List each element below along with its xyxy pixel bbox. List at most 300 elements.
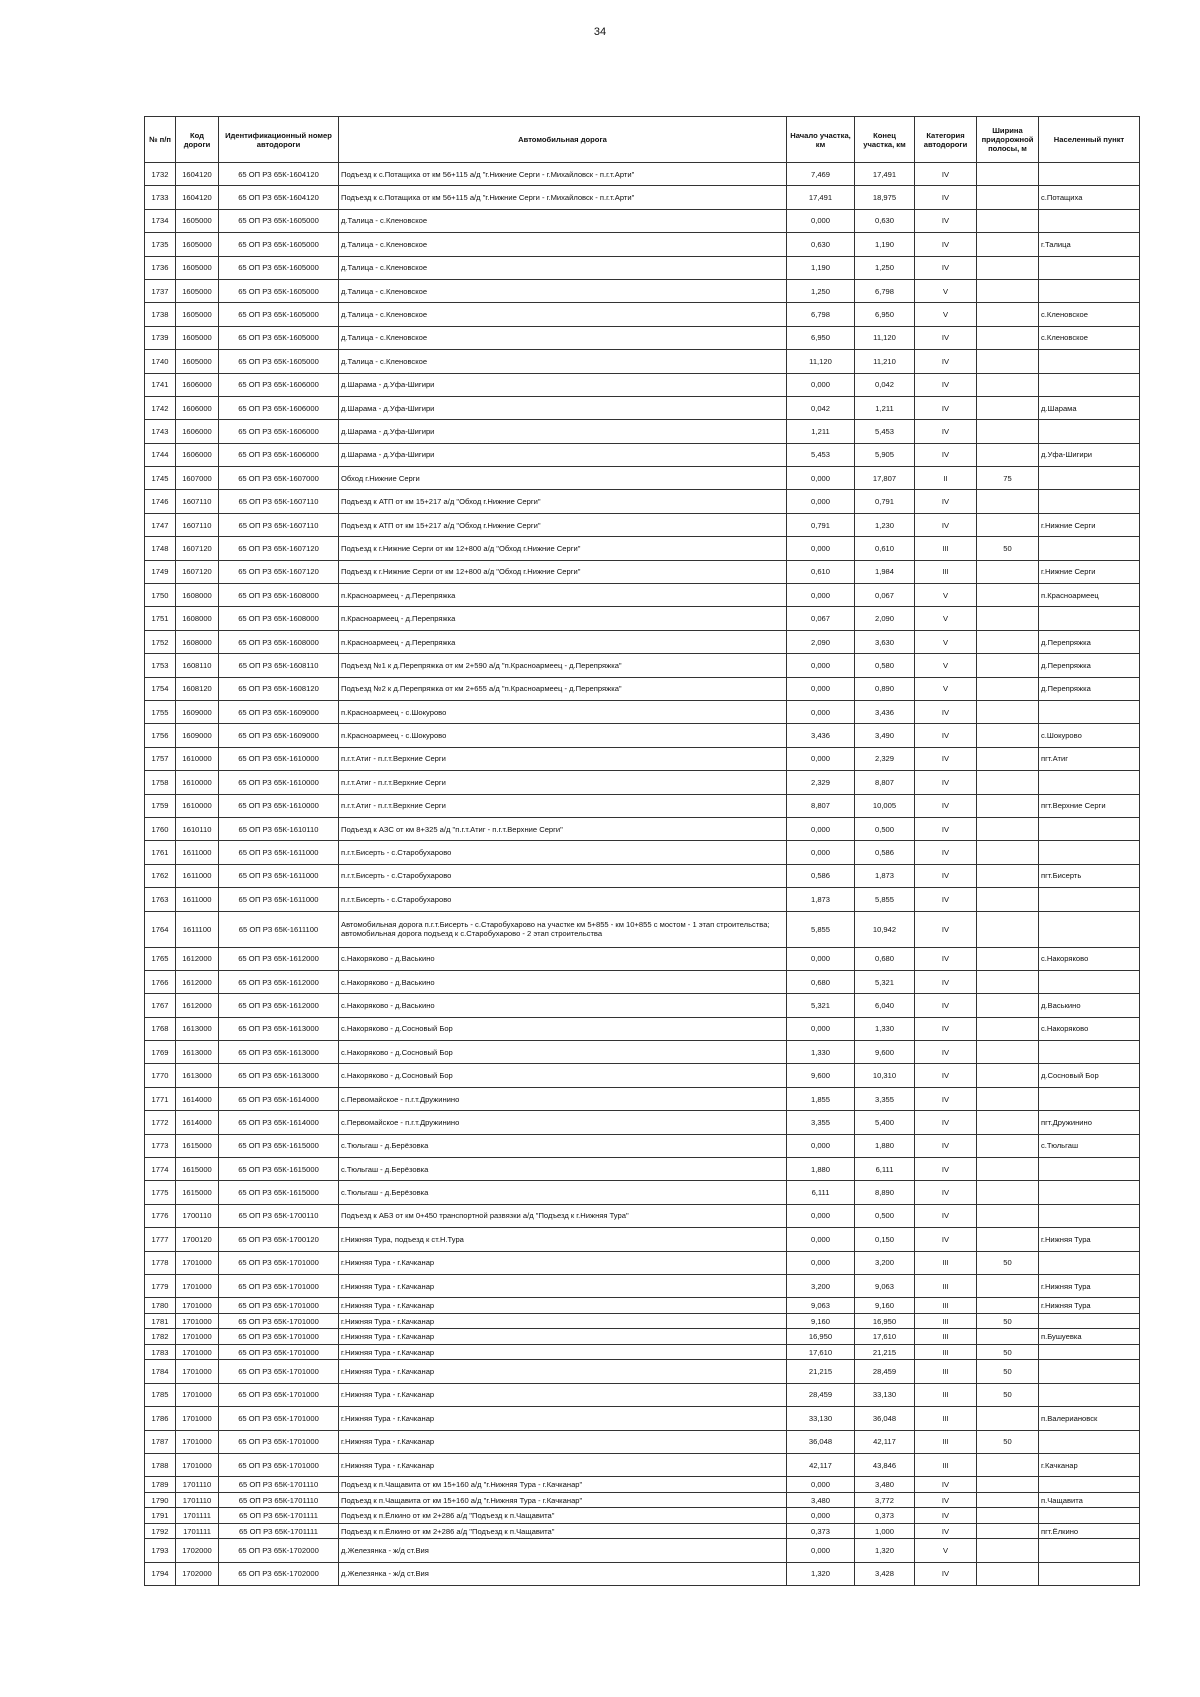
- cell-number: 1791: [145, 1508, 176, 1524]
- cell-category: IV: [915, 1477, 977, 1493]
- cell-road-code: 1610000: [176, 747, 219, 770]
- cell-road-name: г.Нижняя Тура - г.Качканар: [339, 1383, 787, 1406]
- cell-category: IV: [915, 700, 977, 723]
- cell-road-code: 1605000: [176, 256, 219, 279]
- cell-end-km: 17,491: [855, 163, 915, 186]
- cell-road-id: 65 ОП РЗ 65К-1612000: [219, 994, 339, 1017]
- cell-end-km: 6,111: [855, 1158, 915, 1181]
- cell-number: 1772: [145, 1111, 176, 1134]
- cell-number: 1743: [145, 420, 176, 443]
- cell-settlement: с.Накоряково: [1039, 1017, 1140, 1040]
- cell-road-id: 65 ОП РЗ 65К-1611000: [219, 864, 339, 887]
- cell-start-km: 0,000: [787, 209, 855, 232]
- cell-roadside-width: [977, 1453, 1039, 1476]
- cell-category: IV: [915, 163, 977, 186]
- cell-road-name: п.Красноармеец - с.Шокурово: [339, 700, 787, 723]
- cell-road-name: д.Шарама - д.Уфа-Шигири: [339, 373, 787, 396]
- table-row: [145, 947, 1140, 970]
- cell-road-id: 65 ОП РЗ 65К-1702000: [219, 1562, 339, 1585]
- header-end-km: Конец участка, км: [855, 117, 915, 163]
- cell-settlement: с.Шокурово: [1039, 724, 1140, 747]
- cell-category: V: [915, 607, 977, 630]
- cell-end-km: 42,117: [855, 1430, 915, 1453]
- cell-start-km: 0,000: [787, 841, 855, 864]
- table-row: [145, 817, 1140, 840]
- table-row: [145, 1539, 1140, 1562]
- cell-road-id: 65 ОП РЗ 65К-1605000: [219, 279, 339, 302]
- cell-roadside-width: 50: [977, 1430, 1039, 1453]
- cell-category: IV: [915, 771, 977, 794]
- cell-number: 1769: [145, 1041, 176, 1064]
- table-row: [145, 467, 1140, 490]
- header-road-id: Идентификационный номер автодороги: [219, 117, 339, 163]
- cell-settlement: [1039, 1204, 1140, 1227]
- cell-settlement: [1039, 1181, 1140, 1204]
- cell-road-code: 1701111: [176, 1508, 219, 1524]
- cell-category: III: [915, 1251, 977, 1274]
- table-row: [145, 209, 1140, 232]
- cell-category: IV: [915, 1158, 977, 1181]
- cell-number: 1777: [145, 1228, 176, 1251]
- cell-end-km: 3,772: [855, 1492, 915, 1508]
- table-row: [145, 1313, 1140, 1329]
- cell-roadside-width: [977, 490, 1039, 513]
- roads-table-container: [144, 116, 1139, 1586]
- cell-road-code: 1701000: [176, 1313, 219, 1329]
- cell-start-km: 3,436: [787, 724, 855, 747]
- table-row: [145, 1134, 1140, 1157]
- cell-road-name: д.Шарама - д.Уфа-Шигири: [339, 396, 787, 419]
- cell-category: V: [915, 677, 977, 700]
- cell-roadside-width: [977, 864, 1039, 887]
- cell-roadside-width: [977, 233, 1039, 256]
- cell-road-name: г.Нижняя Тура, подъезд к ст.Н.Тура: [339, 1228, 787, 1251]
- cell-start-km: 0,000: [787, 817, 855, 840]
- cell-road-id: 65 ОП РЗ 65К-1614000: [219, 1087, 339, 1110]
- cell-end-km: 3,200: [855, 1251, 915, 1274]
- cell-category: IV: [915, 1064, 977, 1087]
- cell-road-id: 65 ОП РЗ 65К-1608120: [219, 677, 339, 700]
- table-row: [145, 1407, 1140, 1430]
- table-row: [145, 186, 1140, 209]
- cell-number: 1736: [145, 256, 176, 279]
- cell-start-km: 9,600: [787, 1064, 855, 1087]
- cell-end-km: 11,120: [855, 326, 915, 349]
- cell-number: 1758: [145, 771, 176, 794]
- cell-settlement: [1039, 1539, 1140, 1562]
- cell-road-name: г.Нижняя Тура - г.Качканар: [339, 1274, 787, 1297]
- cell-start-km: 6,798: [787, 303, 855, 326]
- cell-settlement: г.Нижние Серги: [1039, 513, 1140, 536]
- cell-number: 1780: [145, 1298, 176, 1314]
- cell-roadside-width: [977, 1523, 1039, 1539]
- cell-roadside-width: 50: [977, 1344, 1039, 1360]
- cell-category: III: [915, 1453, 977, 1476]
- table-row: [145, 443, 1140, 466]
- cell-category: IV: [915, 326, 977, 349]
- table-row: [145, 303, 1140, 326]
- header-start-km: Начало участка, км: [787, 117, 855, 163]
- cell-start-km: 42,117: [787, 1453, 855, 1476]
- cell-road-name: Подъезд №1 к д.Перепряжка от км 2+590 а/д "п.Красноармеец - д.Перепряжка": [339, 654, 787, 677]
- cell-end-km: 0,580: [855, 654, 915, 677]
- cell-roadside-width: [977, 1041, 1039, 1064]
- cell-end-km: 9,600: [855, 1041, 915, 1064]
- table-row: [145, 1041, 1140, 1064]
- cell-number: 1754: [145, 677, 176, 700]
- cell-road-name: п.Красноармеец - д.Перепряжка: [339, 584, 787, 607]
- cell-start-km: 2,329: [787, 771, 855, 794]
- cell-category: IV: [915, 186, 977, 209]
- header-road-code: Код дороги: [176, 117, 219, 163]
- cell-start-km: 0,000: [787, 467, 855, 490]
- cell-roadside-width: [977, 1407, 1039, 1430]
- cell-road-code: 1605000: [176, 233, 219, 256]
- cell-roadside-width: [977, 1298, 1039, 1314]
- cell-road-code: 1605000: [176, 279, 219, 302]
- cell-road-id: 65 ОП РЗ 65К-1701000: [219, 1383, 339, 1406]
- cell-number: 1779: [145, 1274, 176, 1297]
- header-category: Категория автодороги: [915, 117, 977, 163]
- cell-settlement: [1039, 771, 1140, 794]
- cell-roadside-width: [977, 560, 1039, 583]
- cell-road-name: п.Красноармеец - д.Перепряжка: [339, 607, 787, 630]
- cell-start-km: 3,200: [787, 1274, 855, 1297]
- cell-roadside-width: 50: [977, 537, 1039, 560]
- cell-roadside-width: 50: [977, 1313, 1039, 1329]
- cell-road-code: 1613000: [176, 1041, 219, 1064]
- cell-road-id: 65 ОП РЗ 65К-1701000: [219, 1344, 339, 1360]
- cell-settlement: д.Перепряжка: [1039, 654, 1140, 677]
- cell-road-id: 65 ОП РЗ 65К-1701000: [219, 1453, 339, 1476]
- cell-road-code: 1604120: [176, 186, 219, 209]
- cell-category: IV: [915, 1492, 977, 1508]
- cell-road-id: 65 ОП РЗ 65К-1607120: [219, 560, 339, 583]
- cell-end-km: 1,250: [855, 256, 915, 279]
- cell-end-km: 5,321: [855, 970, 915, 993]
- cell-end-km: 0,067: [855, 584, 915, 607]
- cell-road-name: г.Нижняя Тура - г.Качканар: [339, 1453, 787, 1476]
- cell-category: IV: [915, 1181, 977, 1204]
- cell-road-id: 65 ОП РЗ 65К-1610000: [219, 794, 339, 817]
- cell-roadside-width: [977, 1017, 1039, 1040]
- cell-end-km: 0,042: [855, 373, 915, 396]
- cell-roadside-width: [977, 279, 1039, 302]
- cell-category: IV: [915, 1508, 977, 1524]
- cell-road-code: 1700120: [176, 1228, 219, 1251]
- cell-road-code: 1608000: [176, 630, 219, 653]
- cell-category: IV: [915, 817, 977, 840]
- table-row: [145, 1508, 1140, 1524]
- cell-road-id: 65 ОП РЗ 65К-1615000: [219, 1158, 339, 1181]
- cell-settlement: п.Валериановск: [1039, 1407, 1140, 1430]
- cell-road-name: п.г.т.Атиг - п.г.т.Верхние Серги: [339, 794, 787, 817]
- table-row: [145, 1344, 1140, 1360]
- table-row: [145, 1298, 1140, 1314]
- cell-number: 1748: [145, 537, 176, 560]
- cell-end-km: 6,950: [855, 303, 915, 326]
- cell-category: IV: [915, 888, 977, 911]
- cell-start-km: 8,807: [787, 794, 855, 817]
- cell-road-id: 65 ОП РЗ 65К-1605000: [219, 350, 339, 373]
- table-row: [145, 747, 1140, 770]
- cell-road-id: 65 ОП РЗ 65К-1702000: [219, 1539, 339, 1562]
- cell-end-km: 0,630: [855, 209, 915, 232]
- table-row: [145, 911, 1140, 947]
- cell-start-km: 0,000: [787, 1204, 855, 1227]
- cell-settlement: [1039, 209, 1140, 232]
- cell-roadside-width: [977, 396, 1039, 419]
- cell-road-name: Подъезд к с.Потащиха от км 56+115 а/д "г.Нижние Серги - г.Михайловск - п.г.т.Арти": [339, 186, 787, 209]
- cell-end-km: 0,500: [855, 817, 915, 840]
- cell-road-id: 65 ОП РЗ 65К-1701110: [219, 1477, 339, 1493]
- cell-roadside-width: [977, 1329, 1039, 1345]
- cell-road-id: 65 ОП РЗ 65К-1606000: [219, 420, 339, 443]
- cell-start-km: 0,373: [787, 1523, 855, 1539]
- cell-number: 1762: [145, 864, 176, 887]
- cell-start-km: 0,680: [787, 970, 855, 993]
- table-row: [145, 677, 1140, 700]
- cell-road-code: 1605000: [176, 209, 219, 232]
- table-row: [145, 584, 1140, 607]
- cell-road-id: 65 ОП РЗ 65К-1605000: [219, 303, 339, 326]
- cell-road-code: 1609000: [176, 700, 219, 723]
- cell-start-km: 6,950: [787, 326, 855, 349]
- cell-settlement: п.Бушуевка: [1039, 1329, 1140, 1345]
- cell-road-id: 65 ОП РЗ 65К-1613000: [219, 1017, 339, 1040]
- table-row: [145, 1383, 1140, 1406]
- cell-number: 1782: [145, 1329, 176, 1345]
- cell-road-name: д.Талица - с.Кленовское: [339, 303, 787, 326]
- cell-category: IV: [915, 1562, 977, 1585]
- cell-road-code: 1701000: [176, 1298, 219, 1314]
- cell-road-code: 1613000: [176, 1064, 219, 1087]
- cell-category: IV: [915, 864, 977, 887]
- cell-number: 1747: [145, 513, 176, 536]
- cell-road-id: 65 ОП РЗ 65К-1609000: [219, 724, 339, 747]
- cell-roadside-width: [977, 326, 1039, 349]
- cell-settlement: [1039, 1344, 1140, 1360]
- cell-road-code: 1702000: [176, 1562, 219, 1585]
- cell-end-km: 3,355: [855, 1087, 915, 1110]
- cell-number: 1735: [145, 233, 176, 256]
- cell-road-id: 65 ОП РЗ 65К-1607120: [219, 537, 339, 560]
- cell-end-km: 1,190: [855, 233, 915, 256]
- cell-settlement: [1039, 279, 1140, 302]
- cell-end-km: 0,791: [855, 490, 915, 513]
- cell-road-name: с.Тюльгаш - д.Берёзовка: [339, 1134, 787, 1157]
- cell-number: 1732: [145, 163, 176, 186]
- cell-number: 1760: [145, 817, 176, 840]
- cell-end-km: 0,610: [855, 537, 915, 560]
- cell-road-id: 65 ОП РЗ 65К-1608000: [219, 607, 339, 630]
- cell-road-code: 1606000: [176, 443, 219, 466]
- cell-start-km: 36,048: [787, 1430, 855, 1453]
- cell-road-name: Обход г.Нижние Серги: [339, 467, 787, 490]
- cell-road-name: д.Железянка - ж/д ст.Вия: [339, 1562, 787, 1585]
- cell-road-name: Автомобильная дорога п.г.т.Бисерть - с.Старобухарово на участке км 5+855 - км 10+855 с мостом - 1 этап строительства; автомобильная дорога подъезд к с.Старобухарово - 2 этап строительства: [339, 911, 787, 947]
- cell-end-km: 28,459: [855, 1360, 915, 1383]
- cell-settlement: пгт.Верхние Серги: [1039, 794, 1140, 817]
- cell-road-id: 65 ОП РЗ 65К-1613000: [219, 1064, 339, 1087]
- cell-road-id: 65 ОП РЗ 65К-1608000: [219, 584, 339, 607]
- cell-road-name: п.г.т.Бисерть - с.Старобухарово: [339, 864, 787, 887]
- cell-roadside-width: [977, 794, 1039, 817]
- table-row: [145, 256, 1140, 279]
- cell-road-name: Подъезд к г.Нижние Серги от км 12+800 а/д "Обход г.Нижние Серги": [339, 560, 787, 583]
- cell-road-name: п.г.т.Атиг - п.г.т.Верхние Серги: [339, 747, 787, 770]
- cell-number: 1778: [145, 1251, 176, 1274]
- cell-start-km: 0,000: [787, 1017, 855, 1040]
- header-roadside-width: Ширина придорожной полосы, м: [977, 117, 1039, 163]
- cell-end-km: 0,680: [855, 947, 915, 970]
- table-row: [145, 888, 1140, 911]
- cell-road-name: д.Шарама - д.Уфа-Шигири: [339, 443, 787, 466]
- cell-settlement: [1039, 1251, 1140, 1274]
- cell-end-km: 0,586: [855, 841, 915, 864]
- table-row: [145, 994, 1140, 1017]
- cell-end-km: 36,048: [855, 1407, 915, 1430]
- cell-roadside-width: [977, 747, 1039, 770]
- cell-roadside-width: [977, 771, 1039, 794]
- cell-settlement: [1039, 256, 1140, 279]
- cell-roadside-width: [977, 584, 1039, 607]
- cell-start-km: 0,630: [787, 233, 855, 256]
- roads-table: [144, 116, 1140, 1586]
- cell-road-code: 1701000: [176, 1360, 219, 1383]
- cell-road-id: 65 ОП РЗ 65К-1701000: [219, 1430, 339, 1453]
- cell-road-name: г.Нижняя Тура - г.Качканар: [339, 1313, 787, 1329]
- cell-start-km: 3,355: [787, 1111, 855, 1134]
- cell-road-name: д.Шарама - д.Уфа-Шигири: [339, 420, 787, 443]
- cell-end-km: 10,005: [855, 794, 915, 817]
- table-row: [145, 771, 1140, 794]
- cell-end-km: 2,090: [855, 607, 915, 630]
- cell-end-km: 1,211: [855, 396, 915, 419]
- cell-road-code: 1606000: [176, 396, 219, 419]
- cell-road-code: 1608110: [176, 654, 219, 677]
- cell-road-code: 1614000: [176, 1111, 219, 1134]
- table-row: [145, 1087, 1140, 1110]
- cell-start-km: 0,791: [787, 513, 855, 536]
- table-row: [145, 1523, 1140, 1539]
- table-row: [145, 1477, 1140, 1493]
- cell-number: 1733: [145, 186, 176, 209]
- cell-category: III: [915, 1383, 977, 1406]
- cell-settlement: д.Васькино: [1039, 994, 1140, 1017]
- cell-settlement: д.Перепряжка: [1039, 677, 1140, 700]
- cell-road-code: 1612000: [176, 970, 219, 993]
- cell-end-km: 33,130: [855, 1383, 915, 1406]
- cell-road-name: д.Железянка - ж/д ст.Вия: [339, 1539, 787, 1562]
- cell-number: 1764: [145, 911, 176, 947]
- cell-category: IV: [915, 209, 977, 232]
- cell-roadside-width: [977, 970, 1039, 993]
- cell-settlement: [1039, 537, 1140, 560]
- cell-number: 1792: [145, 1523, 176, 1539]
- cell-roadside-width: [977, 1539, 1039, 1562]
- header-road-name: Автомобильная дорога: [339, 117, 787, 163]
- cell-road-id: 65 ОП РЗ 65К-1701000: [219, 1407, 339, 1430]
- cell-end-km: 0,373: [855, 1508, 915, 1524]
- cell-roadside-width: 50: [977, 1383, 1039, 1406]
- cell-road-code: 1610000: [176, 771, 219, 794]
- cell-road-name: г.Нижняя Тура - г.Качканар: [339, 1298, 787, 1314]
- cell-settlement: с.Кленовское: [1039, 326, 1140, 349]
- cell-roadside-width: [977, 513, 1039, 536]
- cell-start-km: 0,000: [787, 747, 855, 770]
- cell-number: 1737: [145, 279, 176, 302]
- cell-number: 1787: [145, 1430, 176, 1453]
- table-row: [145, 1158, 1140, 1181]
- cell-road-code: 1606000: [176, 373, 219, 396]
- cell-road-id: 65 ОП РЗ 65К-1701000: [219, 1313, 339, 1329]
- cell-road-code: 1701110: [176, 1477, 219, 1493]
- cell-number: 1746: [145, 490, 176, 513]
- cell-category: IV: [915, 233, 977, 256]
- cell-road-name: г.Нижняя Тура - г.Качканар: [339, 1430, 787, 1453]
- cell-road-id: 65 ОП РЗ 65К-1605000: [219, 209, 339, 232]
- cell-category: V: [915, 584, 977, 607]
- cell-start-km: 9,160: [787, 1313, 855, 1329]
- cell-start-km: 0,000: [787, 584, 855, 607]
- cell-settlement: пгт.Дружинино: [1039, 1111, 1140, 1134]
- cell-roadside-width: [977, 163, 1039, 186]
- cell-road-code: 1615000: [176, 1134, 219, 1157]
- cell-settlement: [1039, 1477, 1140, 1493]
- table-row: [145, 1111, 1140, 1134]
- cell-end-km: 8,890: [855, 1181, 915, 1204]
- cell-settlement: [1039, 1313, 1140, 1329]
- cell-road-name: г.Нижняя Тура - г.Качканар: [339, 1251, 787, 1274]
- cell-number: 1771: [145, 1087, 176, 1110]
- cell-category: III: [915, 1360, 977, 1383]
- cell-road-code: 1611000: [176, 888, 219, 911]
- cell-settlement: с.Потащиха: [1039, 186, 1140, 209]
- cell-number: 1757: [145, 747, 176, 770]
- cell-road-code: 1605000: [176, 303, 219, 326]
- cell-roadside-width: [977, 630, 1039, 653]
- cell-settlement: г.Нижняя Тура: [1039, 1228, 1140, 1251]
- cell-start-km: 16,950: [787, 1329, 855, 1345]
- cell-road-name: п.г.т.Атиг - п.г.т.Верхние Серги: [339, 771, 787, 794]
- cell-category: IV: [915, 1204, 977, 1227]
- cell-category: IV: [915, 373, 977, 396]
- cell-end-km: 3,428: [855, 1562, 915, 1585]
- cell-category: IV: [915, 794, 977, 817]
- cell-road-name: п.г.т.Бисерть - с.Старобухарово: [339, 888, 787, 911]
- cell-road-code: 1701000: [176, 1383, 219, 1406]
- cell-road-name: Подъезд к п.Ёлкино от км 2+286 а/д "Подъезд к п.Чащавита": [339, 1508, 787, 1524]
- cell-settlement: [1039, 841, 1140, 864]
- cell-road-code: 1611000: [176, 864, 219, 887]
- cell-roadside-width: [977, 724, 1039, 747]
- cell-end-km: 3,490: [855, 724, 915, 747]
- table-row: [145, 1274, 1140, 1297]
- cell-end-km: 5,400: [855, 1111, 915, 1134]
- cell-road-code: 1610000: [176, 794, 219, 817]
- cell-settlement: [1039, 1041, 1140, 1064]
- cell-settlement: [1039, 420, 1140, 443]
- cell-roadside-width: [977, 911, 1039, 947]
- cell-road-code: 1608000: [176, 607, 219, 630]
- page-number: 34: [593, 26, 607, 38]
- cell-number: 1765: [145, 947, 176, 970]
- cell-end-km: 1,330: [855, 1017, 915, 1040]
- cell-road-code: 1604120: [176, 163, 219, 186]
- cell-category: IV: [915, 513, 977, 536]
- cell-road-code: 1605000: [176, 350, 219, 373]
